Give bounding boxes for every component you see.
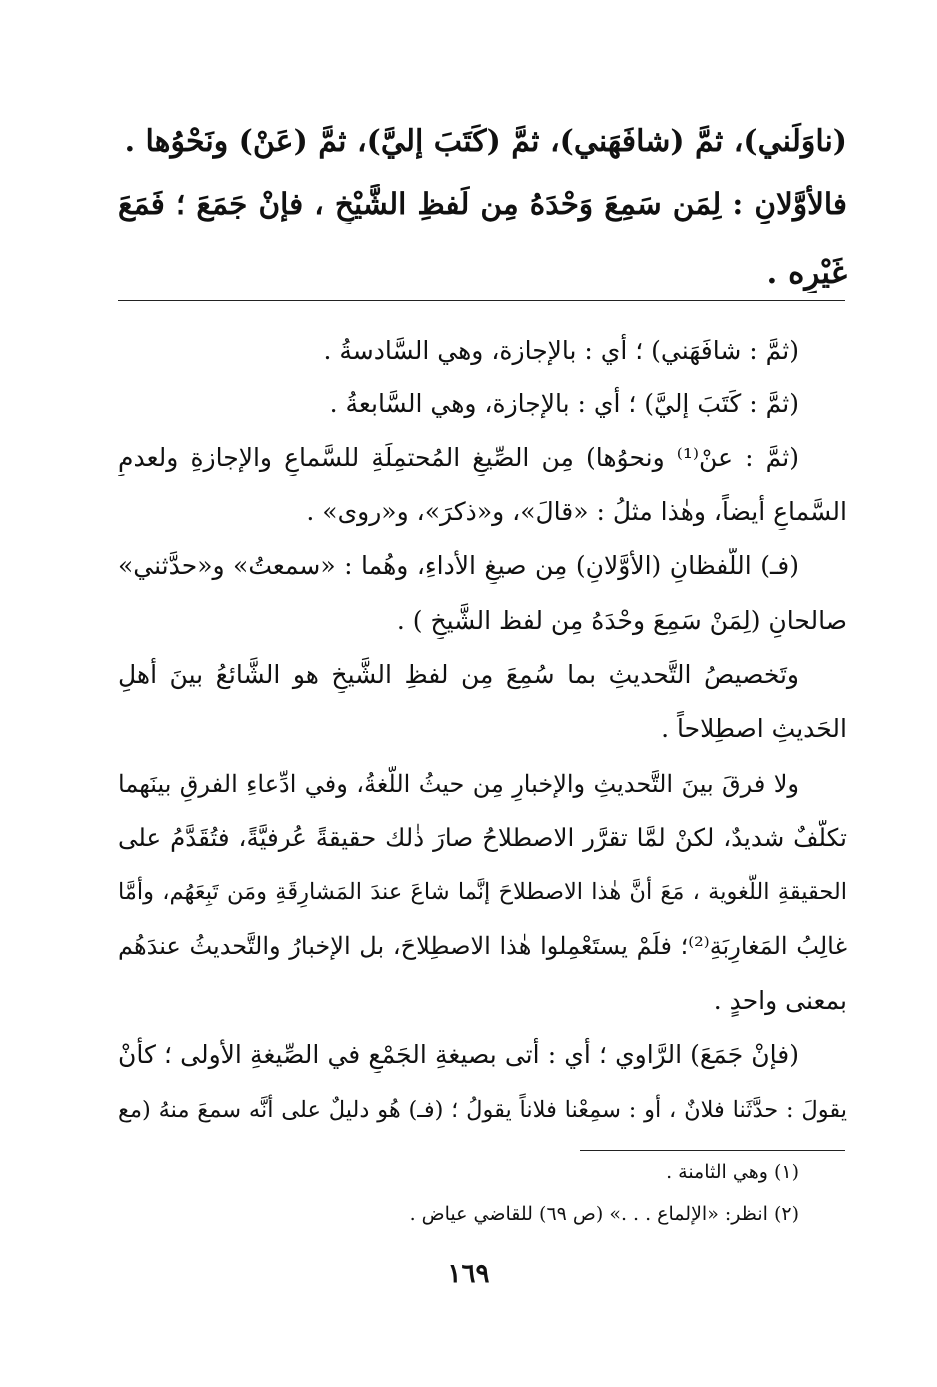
sharh-line-10: تكلُّفٌ شديدٌ، لكنْ لمَّا تقرَّر الاصطلاحُ صارَ ذٰلك حقيقةً عُرفيَّةً، فتُقَدَّمُ على <box>118 823 847 852</box>
sharh-line-11: الحقيقةِ اللُّغوية ، مَعَ أنَّ هٰذا الاصطلاحَ إنَّما شاعَ عندَ المَشارِقَةِ ومَن تَبِعَهُم، وأمَّا <box>118 879 847 905</box>
sharh-line-2: (ثمَّ : كَتَبَ إليَّ) ؛ أي : بالإجازة، وهي السَّابعةُ . <box>329 389 799 418</box>
sharh-line-1: (ثمَّ : شافَهَني) ؛ أي : بالإجازة، وهي السَّادسةُ . <box>323 336 799 365</box>
sharh-line-9: ولا فرقَ بينَ التَّحديثِ والإخبارِ مِن حيثُ اللُّغةُ، وفي ادِّعاءِ الفرقِ بينَهما <box>118 770 799 798</box>
footnote-1: (١) وهي الثامنة . <box>666 1161 799 1183</box>
matn-line-2: فالأوَّلانِ : لِمَن سَمِعَ وَحْدَهُ مِن لَفظِ الشَّيْخِ ، فإنْ جَمَعَ ؛ فَمَعَ <box>118 186 847 221</box>
sharh-line-7: وتَخصيصُ التَّحديثِ بما سُمِعَ مِن لفظِ الشَّيخِ هو الشَّائعُ بينَ أهلِ <box>118 660 799 689</box>
page-number: ١٦٩ <box>447 1259 490 1289</box>
matn-line-1: (ناوَلَني)، ثمَّ (شافَهَني)، ثمَّ (كَتَبَ إليَّ)، ثمَّ (عَنْ) ونَحْوُها . <box>124 124 847 159</box>
sharh-line-15: يقولَ : حدَّثَنا فلانٌ ، أو : سمِعْنا فلاناً يقولُ ؛ (فـ) هُو دليلٌ على أنَّه سمعَ منهُ (مع <box>118 1097 847 1123</box>
sharh-line-5: (فـ) اللَّفظانِ (الأوَّلانِ) مِن صيغِ الأداءِ، وهُما : «سمعتُ» و«حدَّثني» <box>118 551 799 580</box>
sharh-line-6: صالحانِ (لِمَنْ سَمِعَ وحْدَهُ مِن لفظ الشَّيخِ ) . <box>396 606 847 635</box>
sharh-line-8: الحَديثِ اصطِلاحاً . <box>661 714 847 743</box>
sharh-line-14: (فإنْ جَمَعَ) الرَّاوي ؛ أي : أتى بصيغةِ الجَمْعِ في الصِّيغةِ الأولى ؛ كأنْ <box>118 1040 799 1069</box>
matn-separator-rule <box>118 300 845 301</box>
sharh-line-3: (ثمَّ : عنْ⁽¹⁾ ونحوُها) مِن الصِّيغِ المُحتمِلَةِ للسَّماعِ والإجازةِ ولعدمِ <box>118 443 799 472</box>
sharh-line-4: السَّماعِ أيضاً، وهٰذا مثلُ : «قالَ»، و«ذكرَ»، و«روى» . <box>306 497 847 526</box>
footnote-separator-rule <box>580 1150 845 1151</box>
matn-line-3: غَيْرِه . <box>766 255 847 291</box>
footnote-2: (٢) انظر: «الإلماع . . .» (ص ٦٩) للقاضي عياض . <box>409 1203 799 1225</box>
sharh-line-12: غالِبُ المَغارِبَةِ⁽²⁾؛ فلَمْ يستَعْمِلوا هٰذا الاصطِلاحَ، بل الإخبارُ والتَّحديثُ عندَهُم <box>118 932 847 960</box>
sharh-line-13: بمعنى واحدٍ . <box>713 986 847 1015</box>
